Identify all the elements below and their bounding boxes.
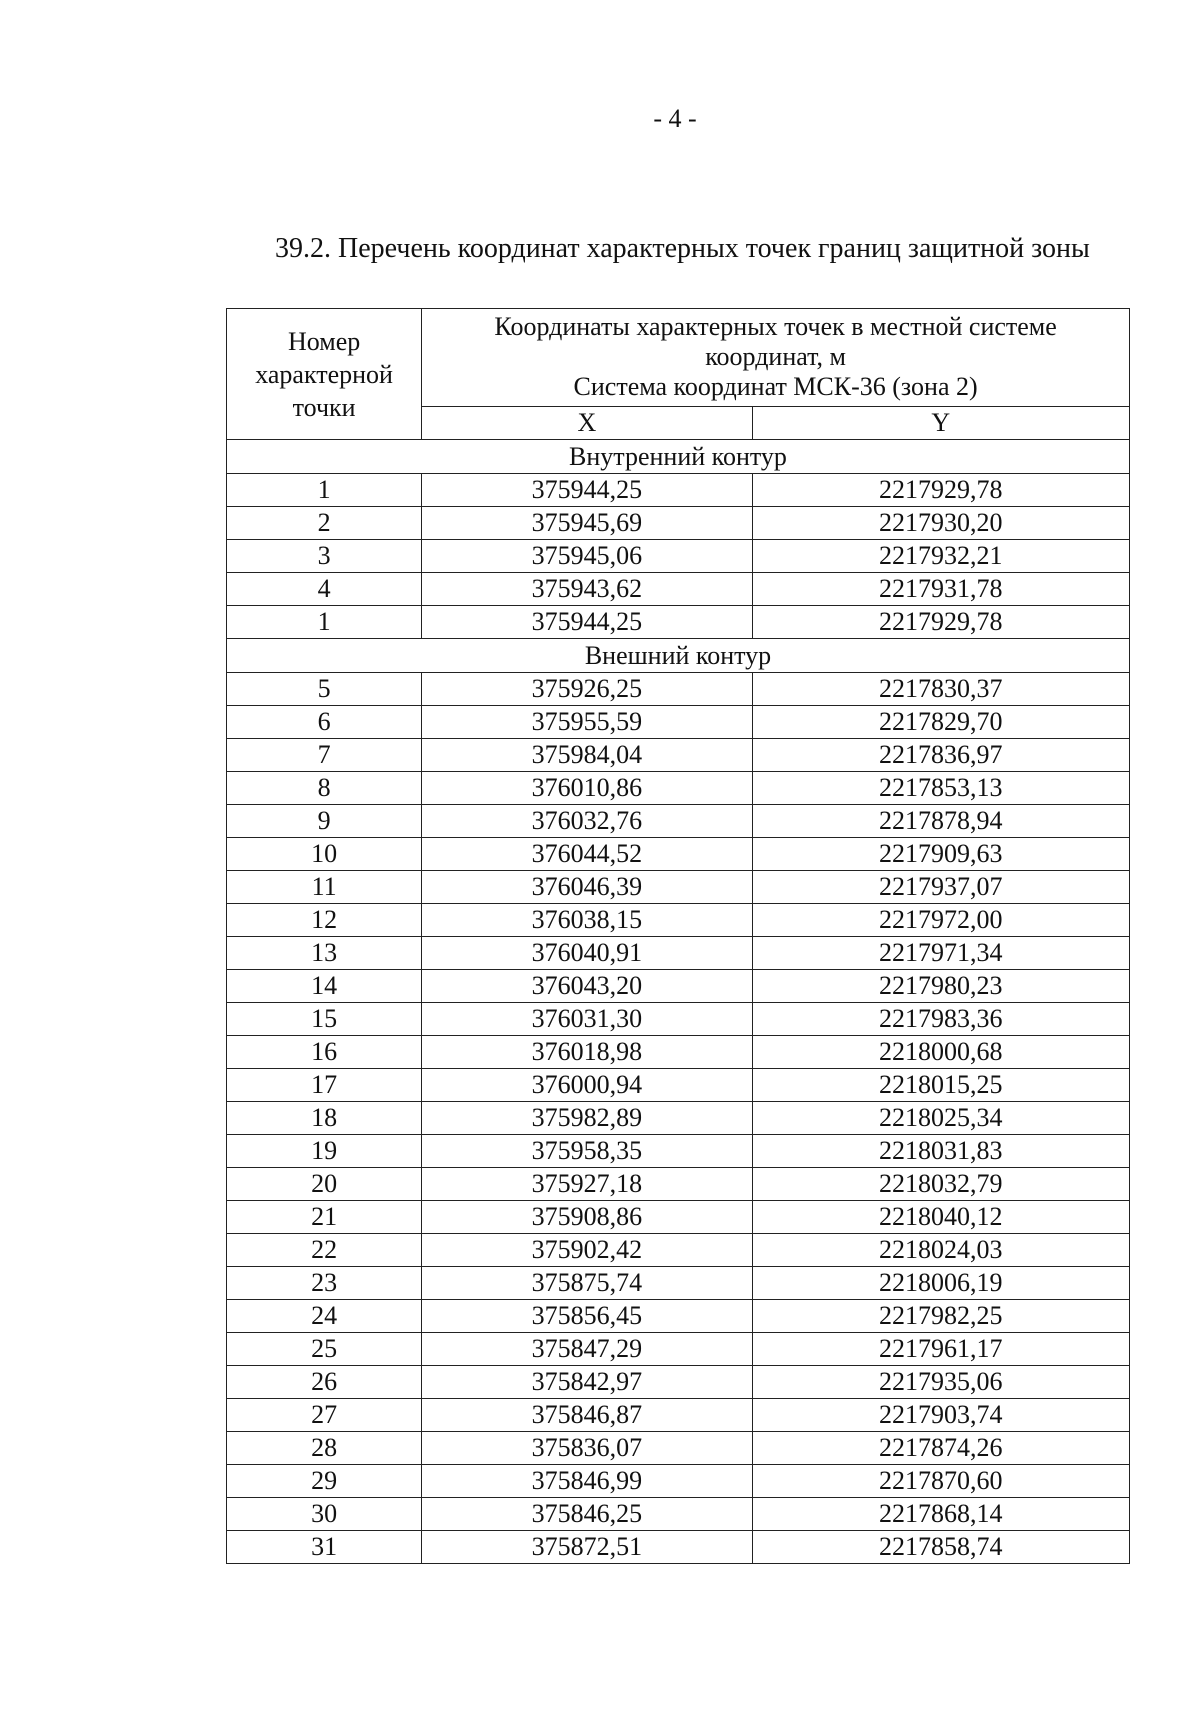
point-number-cell: 2 [227,507,422,540]
point-number-cell: 28 [227,1432,422,1465]
y-column-header: Y [752,406,1129,439]
table-row [227,739,1130,772]
point-number-cell: 8 [227,772,422,805]
y-coordinate-cell: 2217853,13 [752,772,1129,805]
table-row [227,805,1130,838]
table-row [227,540,1130,573]
table-row [227,904,1130,937]
coordinates-header [422,309,1130,407]
point-number-cell: 13 [227,937,422,970]
x-coordinate-cell: 375842,97 [422,1366,752,1399]
group-caption: Внешний контур [227,639,1130,673]
y-coordinate-cell: 2217971,34 [752,937,1129,970]
point-number-cell: 25 [227,1333,422,1366]
x-coordinate-cell: 375945,06 [422,540,752,573]
point-number-cell: 12 [227,904,422,937]
x-coordinate-cell: 375958,35 [422,1135,752,1168]
x-column-header: X [422,406,752,439]
table-row [227,1135,1130,1168]
point-number-cell: 26 [227,1366,422,1399]
point-number-cell: 24 [227,1300,422,1333]
x-coordinate-cell: 375846,87 [422,1399,752,1432]
point-number-cell: 5 [227,673,422,706]
x-coordinate-cell: 375926,25 [422,673,752,706]
y-coordinate-cell: 2217930,20 [752,507,1129,540]
point-number-cell: 3 [227,540,422,573]
table-row [227,1003,1130,1036]
group-caption-row [227,440,1130,474]
y-coordinate-cell: 2217961,17 [752,1333,1129,1366]
y-coordinate-cell: 2217929,78 [752,606,1129,639]
x-coordinate-cell: 375927,18 [422,1168,752,1201]
y-coordinate-cell: 2218031,83 [752,1135,1129,1168]
y-coordinate-cell: 2217937,07 [752,871,1129,904]
x-coordinate-cell: 375856,45 [422,1300,752,1333]
table-row [227,1300,1130,1333]
table-row [227,1102,1130,1135]
y-coordinate-cell: 2218015,25 [752,1069,1129,1102]
x-coordinate-cell: 375836,07 [422,1432,752,1465]
table-row [227,871,1130,904]
y-coordinate-cell: 2217980,23 [752,970,1129,1003]
x-coordinate-cell: 375872,51 [422,1531,752,1564]
point-number-cell: 19 [227,1135,422,1168]
point-number-cell: 16 [227,1036,422,1069]
coordinates-header-line1: Координаты характерных точек в местной системе [494,312,1057,342]
y-coordinate-cell: 2217836,97 [752,739,1129,772]
table-row [227,1366,1130,1399]
coordinates-header-line2: координат, м [705,342,846,372]
table-row [227,1333,1130,1366]
table-header [227,309,1130,440]
group-caption: Внутренний контур [227,440,1130,474]
point-number-cell: 4 [227,573,422,606]
point-number-cell: 30 [227,1498,422,1531]
point-number-cell: 11 [227,871,422,904]
y-coordinate-cell: 2217870,60 [752,1465,1129,1498]
table-row [227,1531,1130,1564]
y-coordinate-cell: 2217972,00 [752,904,1129,937]
point-number-cell: 1 [227,474,422,507]
y-coordinate-cell: 2217935,06 [752,1366,1129,1399]
y-coordinate-cell: 2218006,19 [752,1267,1129,1300]
point-number-cell: 1 [227,606,422,639]
x-coordinate-cell: 376043,20 [422,970,752,1003]
x-coordinate-cell: 376010,86 [422,772,752,805]
table-row [227,1168,1130,1201]
coordinates-header-line3: Система координат МСК-36 (зона 2) [573,372,978,402]
x-coordinate-cell: 375944,25 [422,606,752,639]
table-row [227,673,1130,706]
y-coordinate-cell: 2217931,78 [752,573,1129,606]
y-coordinate-cell: 2217830,37 [752,673,1129,706]
x-coordinate-cell: 375984,04 [422,739,752,772]
point-number-header: Номер характерной точки [227,309,422,440]
y-coordinate-cell: 2218032,79 [752,1168,1129,1201]
point-number-cell: 29 [227,1465,422,1498]
y-coordinate-cell: 2217868,14 [752,1498,1129,1531]
point-number-cell: 7 [227,739,422,772]
table-row [227,706,1130,739]
y-coordinate-cell: 2217874,26 [752,1432,1129,1465]
point-number-cell: 23 [227,1267,422,1300]
y-coordinate-cell: 2217982,25 [752,1300,1129,1333]
y-coordinate-cell: 2217858,74 [752,1531,1129,1564]
y-coordinate-cell: 2218025,34 [752,1102,1129,1135]
x-coordinate-cell: 375944,25 [422,474,752,507]
y-coordinate-cell: 2217909,63 [752,838,1129,871]
y-coordinate-cell: 2217878,94 [752,805,1129,838]
y-coordinate-cell: 2217932,21 [752,540,1129,573]
x-coordinate-cell: 376040,91 [422,937,752,970]
y-coordinate-cell: 2217903,74 [752,1399,1129,1432]
point-number-cell: 6 [227,706,422,739]
x-coordinate-cell: 376044,52 [422,838,752,871]
group-caption-row [227,639,1130,673]
x-coordinate-cell: 375955,59 [422,706,752,739]
point-number-cell: 17 [227,1069,422,1102]
table-row [227,1498,1130,1531]
point-number-cell: 14 [227,970,422,1003]
x-coordinate-cell: 376018,98 [422,1036,752,1069]
x-coordinate-cell: 375943,62 [422,573,752,606]
table-row [227,1399,1130,1432]
x-coordinate-cell: 375847,29 [422,1333,752,1366]
x-coordinate-cell: 376031,30 [422,1003,752,1036]
table-row [227,1267,1130,1300]
x-coordinate-cell: 375902,42 [422,1234,752,1267]
table-row [227,970,1130,1003]
x-coordinate-cell: 375846,25 [422,1498,752,1531]
table-row [227,1234,1130,1267]
table-row [227,606,1130,639]
point-number-cell: 10 [227,838,422,871]
point-number-cell: 22 [227,1234,422,1267]
section-title: 39.2. Перечень координат характерных точек границ защитной зоны [275,233,1090,264]
x-coordinate-cell: 375982,89 [422,1102,752,1135]
table-row [227,1069,1130,1102]
point-number-cell: 15 [227,1003,422,1036]
x-coordinate-cell: 376046,39 [422,871,752,904]
table-row [227,838,1130,871]
x-coordinate-cell: 376032,76 [422,805,752,838]
table-body [227,440,1130,1564]
table-row [227,573,1130,606]
x-coordinate-cell: 375875,74 [422,1267,752,1300]
y-coordinate-cell: 2218040,12 [752,1201,1129,1234]
y-coordinate-cell: 2217929,78 [752,474,1129,507]
y-coordinate-cell: 2218000,68 [752,1036,1129,1069]
page-number: - 4 - [653,104,697,133]
table-row [227,474,1130,507]
y-coordinate-cell: 2218024,03 [752,1234,1129,1267]
table-row [227,507,1130,540]
point-number-cell: 18 [227,1102,422,1135]
table-row [227,772,1130,805]
point-number-cell: 9 [227,805,422,838]
point-number-cell: 27 [227,1399,422,1432]
point-number-cell: 31 [227,1531,422,1564]
table-row [227,1201,1130,1234]
x-coordinate-cell: 375846,99 [422,1465,752,1498]
table-row [227,1432,1130,1465]
x-coordinate-cell: 376000,94 [422,1069,752,1102]
table-row [227,937,1130,970]
table-row [227,1036,1130,1069]
coordinates-table [226,308,1130,1564]
x-coordinate-cell: 375908,86 [422,1201,752,1234]
x-coordinate-cell: 376038,15 [422,904,752,937]
x-coordinate-cell: 375945,69 [422,507,752,540]
point-number-cell: 20 [227,1168,422,1201]
table-row [227,1465,1130,1498]
point-number-cell: 21 [227,1201,422,1234]
y-coordinate-cell: 2217829,70 [752,706,1129,739]
y-coordinate-cell: 2217983,36 [752,1003,1129,1036]
